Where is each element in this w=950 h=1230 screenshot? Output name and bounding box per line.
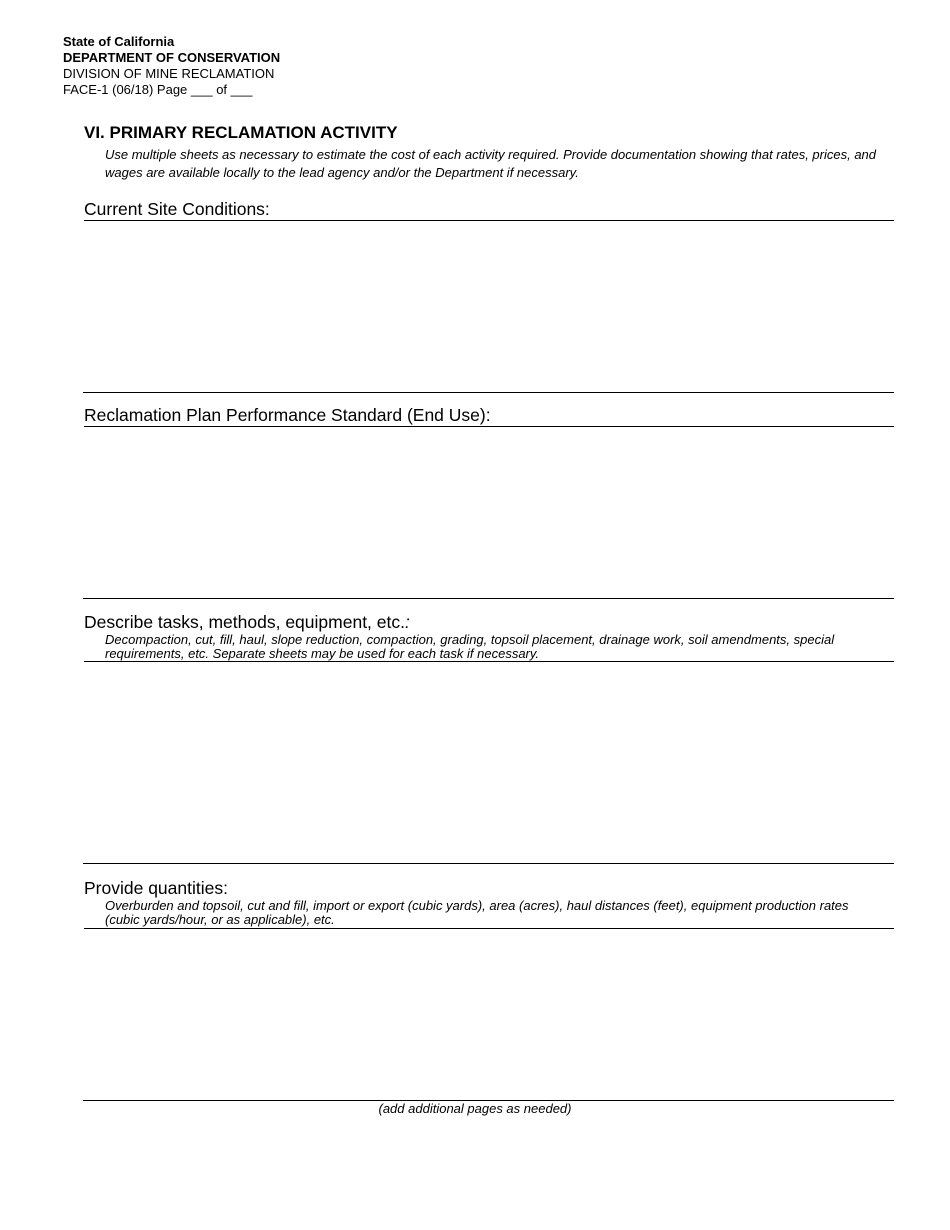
tasks-field[interactable] [84,663,894,861]
tasks-label-text: Describe tasks, methods, equipment, etc. [84,612,405,632]
performance-standard-field[interactable] [84,428,894,596]
tasks-label [84,612,410,633]
tasks-label-suffix: : [404,612,410,632]
division-name: DIVISION OF MINE RECLAMATION [63,66,275,81]
tasks-bottom-rule [83,863,894,864]
current-site-conditions-label: Current Site Conditions: [84,199,270,219]
quantities-label: Provide quantities: [84,878,228,898]
quantities-underline [84,928,894,929]
performance-standard-underline [84,426,894,427]
tasks-underline [84,661,894,662]
performance-standard-label: Reclamation Plan Performance Standard (End Use): [84,405,491,425]
performance-standard-bottom-rule [83,598,894,599]
form-id: FACE-1 (06/18) Page ___ of ___ [63,82,253,97]
department-name: DEPARTMENT OF CONSERVATION [63,50,281,65]
current-site-conditions-underline [84,220,894,221]
quantities-hint: Overburden and topsoil, cut and fill, import or export (cubic yards), area (acres), haul distances (feet), equipment production rates (cubic yards/hour, or as applicable), etc. [105,898,849,927]
footer-note: (add additional pages as needed) [378,1101,572,1116]
tasks-hint: Decompaction, cut, fill, haul, slope reduction, compaction, grading, topsoil placement, drainage work, soil amendments, special requirements, etc. Separate sheets may be used for each task if necessary. [105,632,835,661]
current-site-conditions-field[interactable] [84,222,894,390]
section-title: VI. PRIMARY RECLAMATION ACTIVITY [84,123,398,142]
section-instructions: Use multiple sheets as necessary to estimate the cost of each activity required. Provide documentation showing that rates, prices, and wages are available locally to the lead agency and/or the Department if necessary. [105,147,877,180]
quantities-field[interactable] [84,930,894,1098]
state-name: State of California [63,34,175,49]
current-site-conditions-bottom-rule [83,392,894,393]
